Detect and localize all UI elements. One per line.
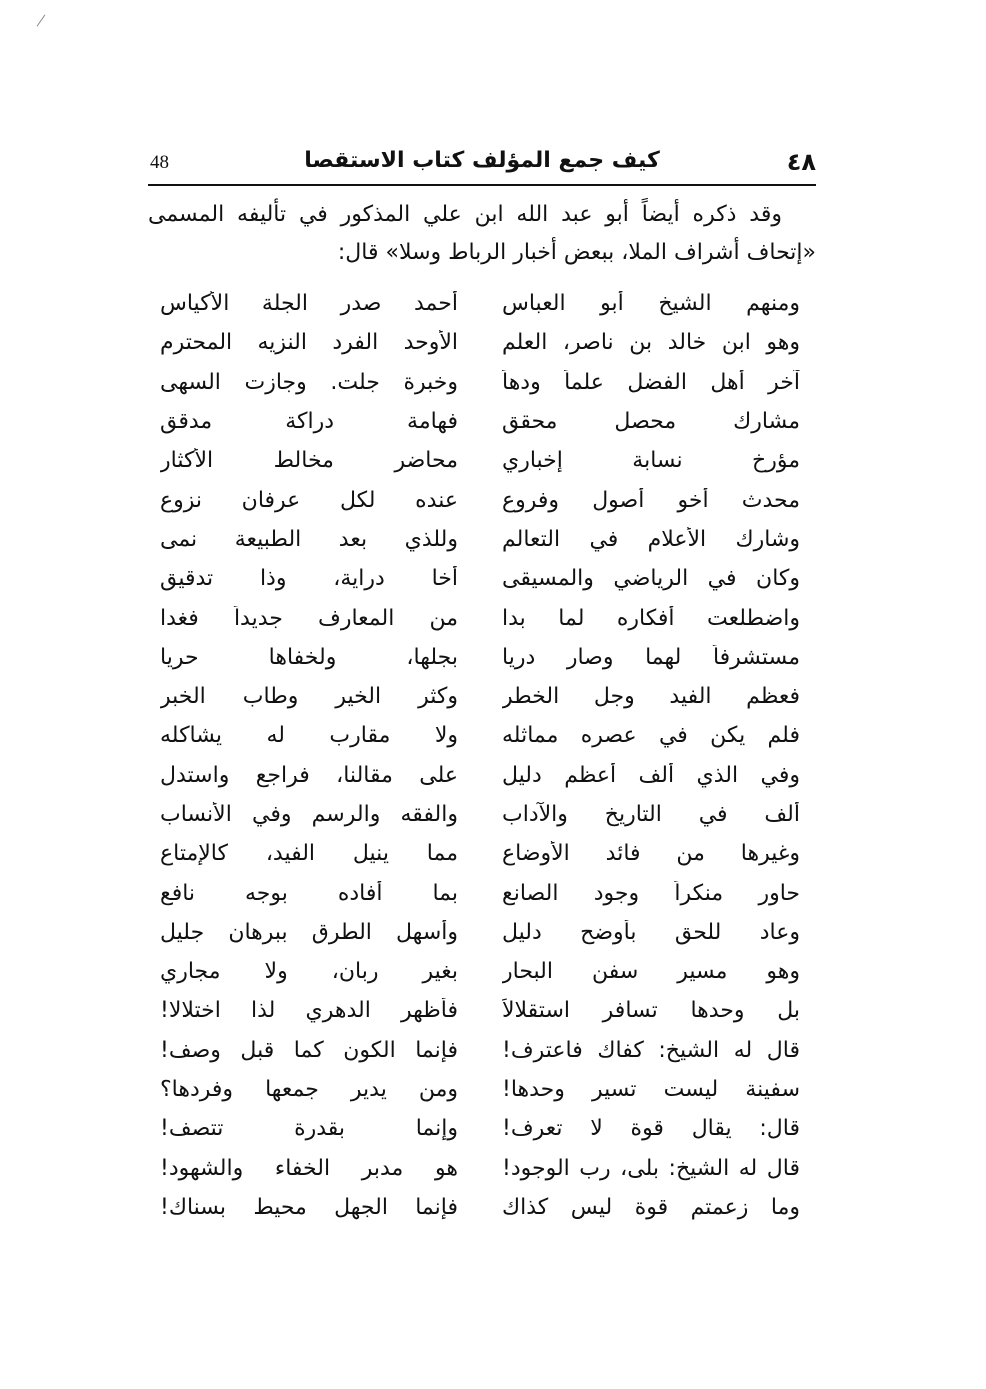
verse-second-hemistich: ولا مقارب له يشاكله: [160, 723, 458, 749]
verse-line: [160, 441, 800, 480]
verse-first-hemistich: ألف في التاريخ والآداب: [502, 802, 800, 827]
poem: [160, 284, 800, 1227]
page-number-latin: 48: [150, 152, 169, 173]
verse-line: [160, 1149, 800, 1188]
verse-first-hemistich: فلم يكن في عصره مماثله: [502, 723, 800, 749]
verse-line: [160, 402, 800, 441]
verse-second-hemistich: وكثر الخير وطاب الخبر: [160, 684, 458, 710]
verse-line: [160, 677, 800, 716]
verse-second-hemistich: وأسهل الطرق ببرهان جليل: [160, 919, 458, 945]
verse-first-hemistich: بل وحدها تسافر استقلالاً: [502, 998, 800, 1024]
verse-second-hemistich: بغير ربان، ولا مجاري: [160, 959, 458, 985]
verse-line: [160, 480, 800, 519]
verse-line: [160, 363, 800, 402]
verse-first-hemistich: وهو مسير سفن البحار: [502, 959, 800, 985]
verse-second-hemistich: مما ينيل الفيد، كالإمتاع: [160, 841, 458, 867]
verse-second-hemistich: فإنما الجهل محيط بسناك!: [160, 1194, 458, 1220]
verse-line: [160, 1070, 800, 1109]
verse-first-hemistich: ومنهم الشيخ أبو العباس: [502, 291, 800, 317]
verse-first-hemistich: وكان في الرياضي والمسيقى: [502, 566, 800, 592]
verse-line: [160, 952, 800, 991]
verse-line: [160, 913, 800, 952]
verse-first-hemistich: وهو ابن خالد بن ناصر، العلم: [502, 330, 800, 356]
verse-first-hemistich: سفينة ليست تسير وحدها!: [502, 1077, 800, 1103]
verse-line: [160, 638, 800, 677]
verse-first-hemistich: مؤرخ نسابة إخباري: [502, 448, 800, 474]
verse-second-hemistich: وللذي بعد الطبيعة نمى: [160, 526, 458, 552]
verse-first-hemistich: مشارك محصل محقق: [502, 409, 800, 435]
verse-first-hemistich: مستشرفاً لهما وصار دريا: [502, 644, 800, 670]
verse-first-hemistich: قال له الشيخ: بلى، رب الوجود!: [502, 1155, 800, 1181]
running-title: كيف جمع المؤلف كتاب الاستقصا: [304, 148, 660, 173]
verse-second-hemistich: محاضر مخالط الأكثار: [160, 448, 458, 474]
verse-first-hemistich: قال: يقال قوة لا تعرف!: [502, 1116, 800, 1142]
verse-line: [160, 795, 800, 834]
verse-second-hemistich: والفقه والرسم وفي الأنساب: [160, 802, 458, 827]
verse-second-hemistich: بما أفاده بوجه نافع: [160, 880, 458, 906]
verse-line: [160, 323, 800, 362]
verse-second-hemistich: أحمد صدر الجلة الأكياس: [160, 291, 458, 317]
verse-first-hemistich: قال له الشيخ: كفاك فاعترف!: [502, 1037, 800, 1063]
header-rule: [148, 184, 816, 186]
verse-line: [160, 991, 800, 1030]
verse-second-hemistich: بجلها، ولخفاها حريا: [160, 644, 458, 670]
page-number-arabic: ٤٨: [786, 148, 816, 176]
verse-line: [160, 284, 800, 323]
verse-second-hemistich: الأوحد الفرد النزيه المحترم: [160, 330, 458, 356]
verse-line: [160, 873, 800, 912]
verse-first-hemistich: فعظم الفيد وجل الخطر: [502, 684, 800, 710]
verse-line: [160, 559, 800, 598]
verse-line: [160, 1188, 800, 1227]
verse-second-hemistich: عنده لكل عرفان نزوع: [160, 487, 458, 513]
verse-first-hemistich: وفي الذي ألف أعظم دليل: [502, 762, 800, 788]
verse-first-hemistich: واضطلعت أفكاره لما بدا: [502, 605, 800, 631]
verse-second-hemistich: وإنما بقدرة تتصف!: [160, 1116, 458, 1142]
verse-line: [160, 1109, 800, 1148]
verse-first-hemistich: حاور منكراً وجود الصانع: [502, 880, 800, 906]
intro-paragraph: [148, 196, 816, 272]
verse-first-hemistich: آخر أهل الفضل علماً ودهاً: [502, 369, 800, 395]
verse-first-hemistich: وما زعمتم قوة ليس كذاك: [502, 1194, 800, 1220]
verse-second-hemistich: هو مدبر الخفاء والشهود!: [160, 1155, 458, 1181]
verse-first-hemistich: وعاد للحق بأوضح دليل: [502, 919, 800, 945]
verse-line: [160, 1031, 800, 1070]
verse-line: [160, 756, 800, 795]
verse-line: [160, 520, 800, 559]
verse-second-hemistich: أخا دراية، وذا تدقيق: [160, 566, 458, 592]
verse-second-hemistich: فهامة دراكة مدقق: [160, 409, 458, 435]
intro-text: وقد ذكره أيضاً أبو عبد الله ابن علي المذكور في تأليفه المسمى «إتحاف أشراف الملا، ببعض أخبار الرباط وسلا» قال:: [148, 202, 816, 265]
verse-second-hemistich: على مقالنا، فراجع واستدل: [160, 762, 458, 788]
verse-second-hemistich: من المعارف جديداً فغدا: [160, 605, 458, 631]
verse-second-hemistich: ومن يدير جمعها وفردها؟: [160, 1077, 458, 1103]
verse-first-hemistich: وشارك الأعلام في التعالم: [502, 526, 800, 552]
stray-pen-mark: [37, 14, 46, 26]
verse-line: [160, 716, 800, 755]
verse-line: [160, 598, 800, 637]
verse-line: [160, 834, 800, 873]
verse-second-hemistich: فأظهر الدهري لذا اختلالا!: [160, 998, 458, 1024]
verse-first-hemistich: محدث أخو أصول وفروع: [502, 487, 800, 513]
running-header: [148, 148, 816, 184]
verse-first-hemistich: وغيرها من فائد الأوضاع: [502, 841, 800, 867]
verse-second-hemistich: فإنما الكون كما قبل وصف!: [160, 1037, 458, 1063]
verse-second-hemistich: وخبرة جلت. وجازت السهى: [160, 369, 458, 395]
